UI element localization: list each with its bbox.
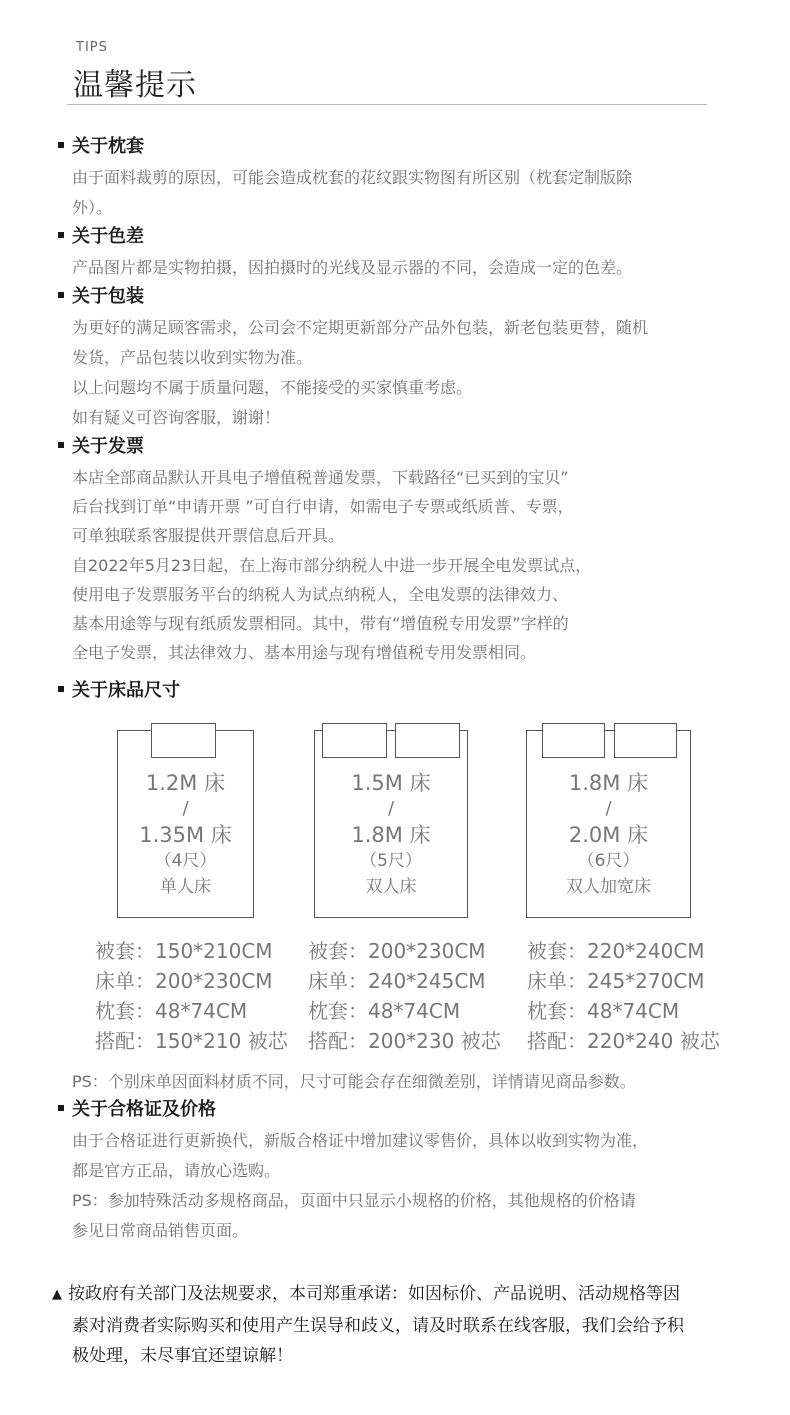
section-text-pillowcase xyxy=(72,163,712,223)
spec-line: 被套：200*230CM xyxy=(308,939,486,963)
bed-spec-list-double xyxy=(308,936,501,1056)
spec-line: 枕套：48*74CM xyxy=(95,999,248,1023)
text-line: 产品图片都是实物拍摄，因拍摄时的光线及显示器的不同，会造成一定的色差。 xyxy=(72,258,633,277)
bullet-square-icon xyxy=(58,232,64,238)
spec-line: 床单：245*270CM xyxy=(527,969,705,993)
text-line: 使用电子发票服务平台的纳税人为试点纳税人，全电发票的法律效力、 xyxy=(72,585,569,604)
pillow-icon xyxy=(322,723,387,758)
text-line: ▲ 按政府有关部门及法规要求，本司郑重承诺：如因标价、产品说明、活动规格等因 xyxy=(52,1279,732,1311)
text-line: 发货，产品包装以收到实物为准。 xyxy=(72,348,313,367)
bullet-square-icon xyxy=(58,1105,64,1111)
legal-notice xyxy=(52,1279,732,1371)
bullet-square-icon xyxy=(58,686,64,692)
pillow-icon xyxy=(542,723,605,758)
section-text-invoice xyxy=(72,463,712,550)
bed-size: 2.0M 床 xyxy=(568,823,649,847)
text-line: 自2022年5月23日起，在上海市部分纳税人中进一步开展全电发票试点， xyxy=(72,556,592,575)
bed-label-wide xyxy=(526,770,691,900)
page-title: 温馨提示 xyxy=(73,68,197,103)
section-text-certificate xyxy=(72,1126,712,1246)
text-line: 由于面料裁剪的原因，可能会造成枕套的花纹跟实物图有所区别（枕套定制版除 xyxy=(72,168,633,187)
bed-chi-size: （6尺） xyxy=(577,851,640,871)
bed-spec-list-single xyxy=(95,936,288,1056)
section-text-color xyxy=(72,253,712,283)
bed-chi-size: （4尺） xyxy=(154,851,217,871)
spec-line: 床单：240*245CM xyxy=(308,969,486,993)
text-line: 极处理，未尽事宜还望谅解！ xyxy=(72,1346,293,1366)
text-line: PS：参加特殊活动多规格商品，页面中只显示小规格的价格，其他规格的价格请 xyxy=(72,1191,636,1210)
text-line: 由于合格证进行更新换代，新版合格证中增加建议零售价，具体以收到实物为准， xyxy=(72,1131,649,1150)
bed-size-separator: / xyxy=(605,798,612,819)
spec-line: 被套：220*240CM xyxy=(527,939,705,963)
text-line: 全电子发票，其法律效力、基本用途与现有增值税专用发票相同。 xyxy=(72,643,537,662)
section-text-packaging xyxy=(72,313,712,433)
text-line: 以上问题均不属于质量问题，不能接受的买家慎重考虑。 xyxy=(72,378,473,397)
bed-label-single xyxy=(117,770,254,900)
bullet-square-icon xyxy=(58,142,64,148)
text-line: 基本用途等与现有纸质发票相同。其中，带有“增值税专用发票”字样的 xyxy=(72,614,569,633)
section-heading-packaging: 关于包装 xyxy=(58,284,144,310)
section-text-invoice-pilot xyxy=(72,551,712,667)
bed-size: 1.5M 床 xyxy=(351,771,431,795)
section-heading-invoice: 关于发票 xyxy=(58,434,144,460)
text-line: 本店全部商品默认开具电子增值税普通发票，下载路径“已买到的宝贝” xyxy=(72,468,569,487)
bedding-ps-note xyxy=(72,1067,712,1097)
bed-label-double xyxy=(314,770,468,900)
text-line: 素对消费者实际购买和使用产生误导和歧义，请及时联系在线客服，我们会给予积 xyxy=(72,1316,684,1336)
title-divider xyxy=(67,104,707,105)
text-line: 参见日常商品销售页面。 xyxy=(72,1221,249,1240)
text-line: PS：个别床单因面料材质不同，尺寸可能会存在细微差别，详情请见商品参数。 xyxy=(72,1072,636,1091)
text-line: 可单独联系客服提供开票信息后开具。 xyxy=(72,526,345,545)
text-line: 后台找到订单“申请开票 ”可自行申请，如需电子专票或纸质普、专票， xyxy=(72,497,574,516)
warning-triangle-icon: ▲ xyxy=(52,1287,62,1302)
spec-line: 搭配：220*240 被芯 xyxy=(527,1029,720,1053)
text-line: 为更好的满足顾客需求，公司会不定期更新部分产品外包装，新老包装更替，随机 xyxy=(72,318,649,337)
section-heading-certificate: 关于合格证及价格 xyxy=(58,1097,216,1123)
spec-line: 搭配：150*210 被芯 xyxy=(95,1029,288,1053)
pillow-icon xyxy=(395,723,460,758)
bed-spec-list-wide xyxy=(527,936,720,1056)
spec-line: 床单：200*230CM xyxy=(95,969,273,993)
bed-size: 1.8M 床 xyxy=(351,823,431,847)
text-line: 都是官方正品，请放心选购。 xyxy=(72,1161,281,1180)
spec-line: 枕套：48*74CM xyxy=(308,999,461,1023)
bed-size: 1.35M 床 xyxy=(139,823,232,847)
bed-size-separator: / xyxy=(182,798,189,819)
bed-size: 1.2M 床 xyxy=(145,771,226,795)
spec-line: 枕套：48*74CM xyxy=(527,999,680,1023)
spec-line: 搭配：200*230 被芯 xyxy=(308,1029,501,1053)
bed-size-separator: / xyxy=(387,798,395,819)
text-line: 如有疑义可咨询客服，谢谢！ xyxy=(72,408,281,427)
bed-type: 单人床 xyxy=(160,877,211,897)
bullet-square-icon xyxy=(58,442,64,448)
bed-chi-size: （5尺） xyxy=(360,851,422,871)
pillow-icon xyxy=(151,723,216,758)
spec-line: 被套：150*210CM xyxy=(95,939,273,963)
tips-en-label: TIPS xyxy=(76,40,108,55)
section-heading-bedding: 关于床品尺寸 xyxy=(58,678,180,704)
text-line: 外）。 xyxy=(72,198,113,217)
bed-size: 1.8M 床 xyxy=(568,771,649,795)
section-heading-color: 关于色差 xyxy=(58,224,144,250)
pillow-icon xyxy=(614,723,677,758)
bed-type: 双人加宽床 xyxy=(566,877,651,897)
bullet-square-icon xyxy=(58,292,64,298)
bed-type: 双人床 xyxy=(365,877,417,897)
section-heading-pillowcase: 关于枕套 xyxy=(58,134,144,160)
